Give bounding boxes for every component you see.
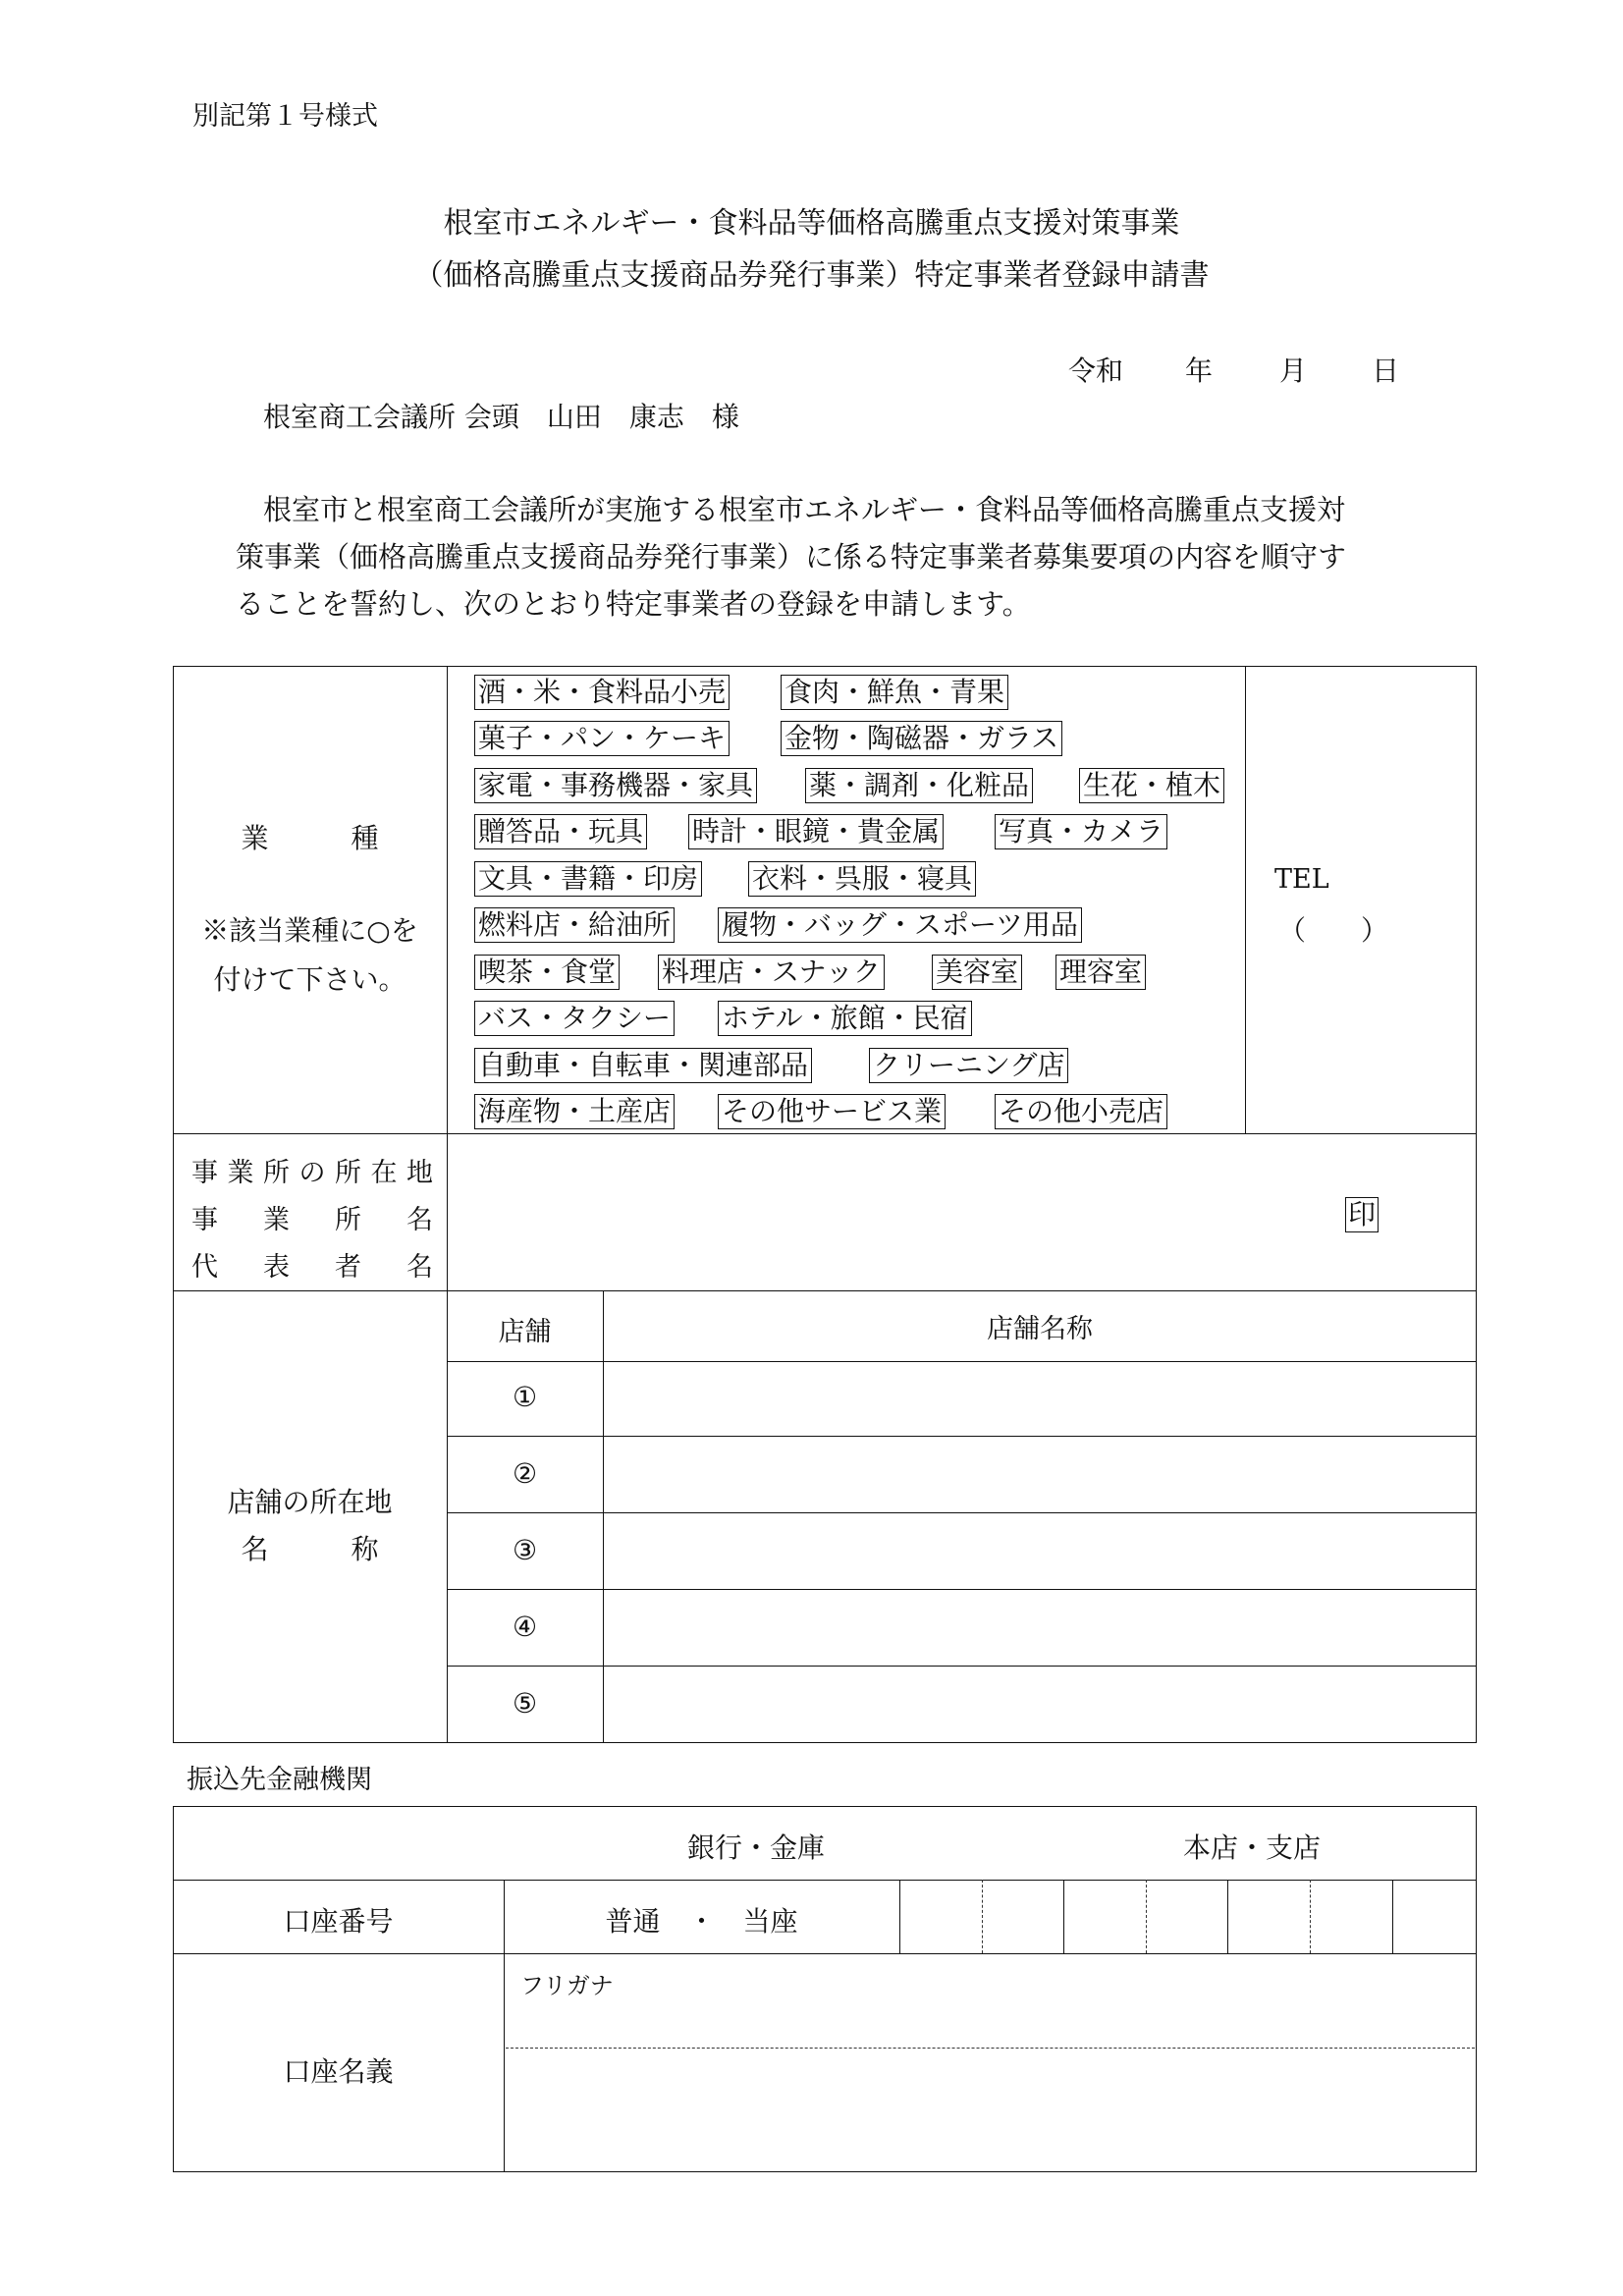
col-store-header: 店舗: [498, 1317, 552, 1347]
industry-note-line2: 付けて下さい。: [213, 963, 406, 996]
industry-option[interactable]: その他小売店: [995, 1094, 1167, 1129]
tel-label: TEL: [1274, 864, 1329, 895]
industry-option[interactable]: 海産物・土産店: [474, 1094, 675, 1129]
bank-section-title: 振込先金融機関: [187, 1765, 372, 1795]
account-type-label: 普通 ・ 当座: [605, 1905, 798, 1938]
branch-type-label: 本店・支店: [1183, 1831, 1322, 1864]
industry-option[interactable]: 酒・米・食料品小売: [474, 675, 730, 710]
store-row-number: ②: [512, 1457, 538, 1490]
intro-line-3: ることを誓約し、次のとおり特定事業者の登録を申請します。: [236, 587, 1031, 621]
stores-label-line1: 店舗の所在地: [227, 1486, 393, 1518]
bank-type-label: 銀行・金庫: [687, 1831, 826, 1864]
date-era: 令和: [1068, 355, 1124, 387]
industry-label: 業 種: [241, 822, 379, 854]
industry-option[interactable]: 履物・バッグ・スポーツ用品: [718, 907, 1082, 943]
industry-option[interactable]: 文具・書籍・印房: [474, 861, 702, 897]
furigana-label: フリガナ: [520, 1972, 614, 1999]
account-name-field[interactable]: [506, 2050, 1475, 2170]
office-name-label: 事 業 所 名: [191, 1205, 433, 1235]
industry-option[interactable]: 菓子・パン・ケーキ: [474, 721, 730, 756]
store-row-number: ⑤: [512, 1687, 538, 1720]
industry-option[interactable]: 料理店・スナック: [658, 955, 885, 990]
account-name-label: 口座名義: [283, 2055, 394, 2088]
store-row-number: ①: [512, 1381, 538, 1413]
industry-option[interactable]: ホテル・旅館・民宿: [718, 1001, 972, 1036]
industry-note-line1: ※該当業種に○を: [201, 914, 418, 947]
date-year: 年: [1185, 355, 1214, 387]
industry-option[interactable]: 薬・調剤・化粧品: [805, 768, 1033, 803]
industry-option[interactable]: 自動車・自転車・関連部品: [474, 1048, 812, 1083]
store-name-field[interactable]: [605, 1363, 1475, 1435]
store-name-field[interactable]: [605, 1514, 1475, 1588]
industry-option[interactable]: 燃料店・給油所: [474, 907, 675, 943]
industry-option[interactable]: 生花・植木: [1079, 768, 1224, 803]
industry-option[interactable]: 衣料・呉服・寝具: [748, 861, 976, 897]
industry-option[interactable]: 金物・陶磁器・ガラス: [781, 721, 1062, 756]
office-address-label: 事業所の所在地: [191, 1158, 433, 1188]
form-label: 別記第１号様式: [192, 101, 378, 132]
account-number-label: 口座番号: [283, 1905, 394, 1938]
industry-option[interactable]: 理容室: [1055, 955, 1146, 990]
store-name-field[interactable]: [605, 1438, 1475, 1511]
industry-option[interactable]: 時計・眼鏡・貴金属: [688, 814, 944, 849]
intro-line-2: 策事業（価格高騰重点支援商品券発行事業）に係る特定事業者募集要項の内容を順守す: [236, 540, 1347, 574]
intro-line-1: 根室市と根室商工会議所が実施する根室市エネルギー・食料品等価格高騰重点支援対: [263, 493, 1346, 526]
industry-option[interactable]: 喫茶・食堂: [474, 955, 620, 990]
industry-option[interactable]: 家電・事務機器・家具: [474, 768, 757, 803]
col-store-name-header: 店舗名称: [987, 1314, 1093, 1344]
date-day: 日: [1372, 355, 1400, 387]
industry-option[interactable]: 写真・カメラ: [995, 814, 1167, 849]
form-title-line2: （価格高騰重点支援商品券発行事業）特定事業者登録申請書: [413, 258, 1210, 293]
date-month: 月: [1279, 355, 1308, 387]
addressee: 根室商工会議所 会頭 山田 康志 様: [263, 401, 739, 433]
industry-option[interactable]: バス・タクシー: [474, 1001, 675, 1036]
store-row-number: ④: [512, 1611, 538, 1643]
industry-option[interactable]: その他サービス業: [718, 1094, 946, 1129]
industry-option[interactable]: 食肉・鮮魚・青果: [781, 675, 1008, 710]
form-title-line1: 根室市エネルギー・食料品等価格高騰重点支援対策事業: [443, 206, 1180, 241]
industry-option[interactable]: 美容室: [932, 955, 1022, 990]
industry-option[interactable]: クリーニング店: [869, 1048, 1068, 1083]
stores-label-line2: 名 称: [241, 1533, 379, 1565]
store-row-number: ③: [512, 1534, 538, 1566]
store-name-field[interactable]: [605, 1591, 1475, 1665]
industry-option[interactable]: 贈答品・玩具: [474, 814, 647, 849]
tel-field[interactable]: （ ）: [1278, 914, 1389, 947]
office-rep-label: 代 表 者 名: [191, 1252, 433, 1283]
account-number-field[interactable]: [899, 1882, 1475, 1952]
seal-mark: 印: [1345, 1197, 1379, 1232]
store-name-field[interactable]: [605, 1667, 1475, 1741]
